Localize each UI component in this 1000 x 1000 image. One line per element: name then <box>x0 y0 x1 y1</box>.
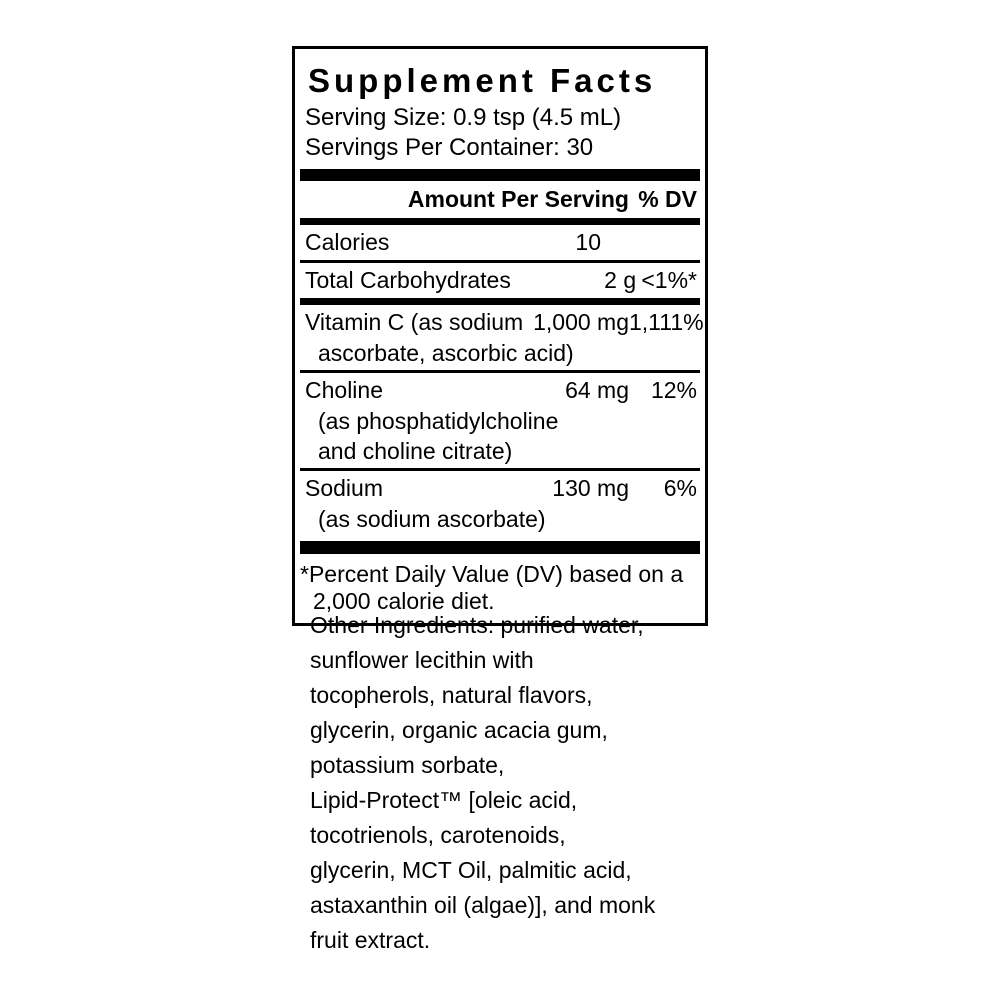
ingredients-line: astaxanthin oil (algae)], and monk <box>310 892 656 918</box>
ingredients-line: glycerin, organic acacia gum, <box>310 717 608 743</box>
nutrient-row-carbohydrates <box>295 263 705 298</box>
dv-footnote-line2: 2,000 calorie diet. <box>313 588 495 614</box>
nutrient-row-sodium <box>295 471 705 536</box>
nutrient-dv: 12% <box>650 377 697 403</box>
nutrient-amount: 130 mg <box>552 475 629 501</box>
nutrient-dv: 6% <box>663 475 697 501</box>
nutrient-amount: 1,000 mg <box>533 309 629 335</box>
serving-size: Serving Size: 0.9 tsp (4.5 mL) <box>305 104 622 131</box>
ingredients-line: Other Ingredients: purified water, <box>310 612 644 638</box>
panel-header <box>295 59 705 163</box>
ingredients-line: Lipid-Protect™ [oleic acid, <box>310 787 578 813</box>
ingredients-line: glycerin, MCT Oil, palmitic acid, <box>310 857 632 883</box>
nutrient-name: Sodium <box>305 475 383 501</box>
nutrient-sub-line: ascorbate, ascorbic acid) <box>318 340 574 366</box>
nutrient-sub-line: (as sodium ascorbate) <box>318 506 546 532</box>
nutrient-amount: 2 g <box>604 267 637 293</box>
nutrient-dv: <1%* <box>641 267 697 293</box>
nutrient-name: Choline <box>305 377 383 403</box>
nutrient-sub-line: (as phosphatidylcholine <box>318 408 559 434</box>
ingredients-line: sunflower lecithin with <box>310 647 534 673</box>
supplement-facts-panel <box>292 46 708 626</box>
nutrient-name: Total Carbohydrates <box>305 267 511 293</box>
column-header-amount: Amount Per Serving <box>407 186 629 212</box>
nutrient-amount: 10 <box>575 229 601 255</box>
servings-per-container: Servings Per Container: 30 <box>305 134 594 161</box>
ingredients-line: fruit extract. <box>310 927 431 953</box>
nutrient-row-calories <box>295 225 705 260</box>
other-ingredients <box>310 608 730 958</box>
nutrient-dv: 1,111% <box>629 309 704 335</box>
nutrient-name: Vitamin C (as sodium <box>305 309 524 335</box>
column-header-dv: % DV <box>638 186 697 212</box>
divider-thick-bottom <box>300 541 700 554</box>
column-header-row <box>295 181 705 218</box>
divider-medium-2 <box>300 298 700 305</box>
dv-footnote-line1: *Percent Daily Value (DV) based on a <box>300 561 684 587</box>
nutrient-amount: 64 mg <box>565 377 629 403</box>
divider-thick-top <box>300 169 700 181</box>
divider-medium-1 <box>300 218 700 225</box>
ingredients-line: tocotrienols, carotenoids, <box>310 822 566 848</box>
ingredients-line: tocopherols, natural flavors, <box>310 682 593 708</box>
panel-title: Supplement Facts <box>308 62 657 99</box>
nutrient-row-vitamin-c <box>295 305 705 370</box>
ingredients-line: potassium sorbate, <box>310 752 505 778</box>
dv-footnote <box>295 561 705 615</box>
nutrient-sub-line: and choline citrate) <box>318 438 513 464</box>
nutrient-name: Calories <box>305 229 390 255</box>
nutrient-row-choline <box>295 373 705 468</box>
